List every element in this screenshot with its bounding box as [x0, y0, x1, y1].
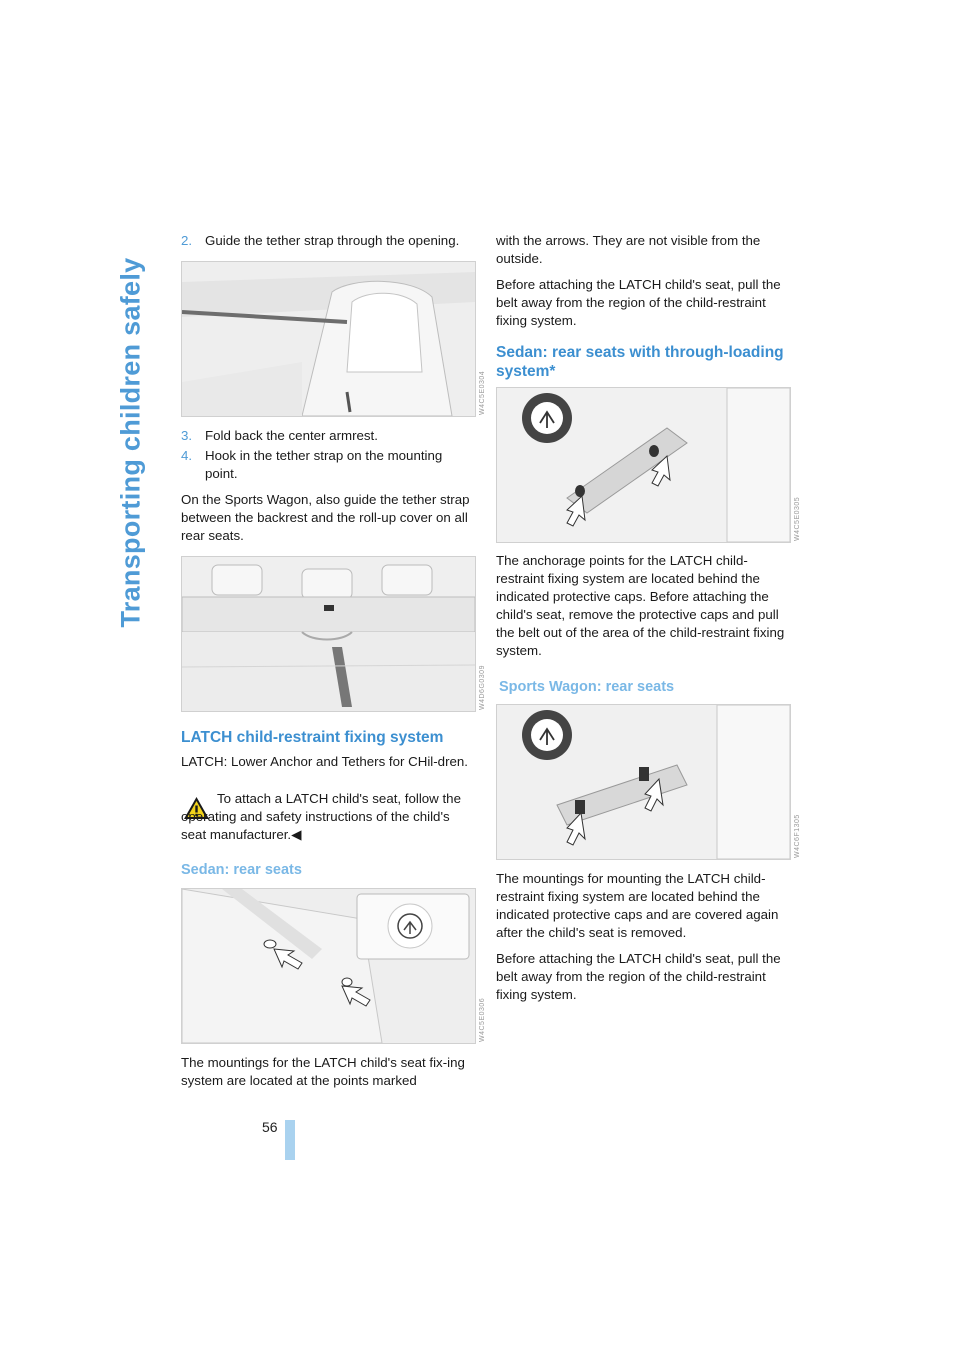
wagon-heading: Sports Wagon: rear seats	[499, 679, 675, 695]
sedan-text: The mountings for the LATCH child's seat fix-ing system are located at the points marked	[181, 1055, 465, 1088]
end-marker: ◀	[291, 827, 302, 842]
step-2	[181, 232, 477, 250]
tether-strap-illustration	[182, 262, 475, 416]
step-3	[181, 427, 477, 445]
step-text: Guide the tether strap through the opening.	[205, 233, 460, 248]
sedan-seats-figure	[181, 888, 476, 1044]
side-chapter-title: Transporting children safely	[115, 257, 146, 627]
through-loading-heading: Sedan: rear seats with through-loading system*	[496, 344, 784, 380]
left-column-steps	[181, 427, 477, 545]
tether-strap-figure	[181, 261, 476, 417]
sedan-seats-illustration	[182, 889, 475, 1043]
before-attaching-text-2: Before attaching the LATCH child's seat, pull the belt away from the region of the child-restraint fixing system.	[496, 951, 781, 1002]
figure-code: W4C5E0306	[479, 997, 486, 1042]
latch-heading: LATCH child-restraint fixing system	[181, 729, 444, 746]
page-number: 56	[262, 1119, 278, 1135]
wagon-rear-seats-figure	[496, 704, 791, 860]
step-text: Fold back the center armrest.	[205, 428, 378, 443]
anchorage-text: The anchorage points for the LATCH child-restraint fixing system are located behind the indicated protective caps. Before attaching the child's seat, remove the protective caps and pull the belt out of the area of the child-restraint fixing system.	[496, 553, 785, 658]
figure-code: W4C5E0305	[794, 496, 801, 541]
page-marker-bar	[285, 1120, 295, 1160]
latch-symbol-icon	[531, 719, 563, 751]
left-column	[181, 232, 477, 250]
latch-definition: LATCH: Lower Anchor and Tethers for CHil-dren.	[181, 754, 468, 769]
wagon-rear-seats-illustration	[497, 705, 790, 859]
before-attaching-text: Before attaching the LATCH child's seat, pull the belt away from the region of the child-restraint fixing system.	[496, 277, 781, 328]
wagon-seats-figure	[181, 556, 476, 712]
step-number: 2.	[181, 233, 193, 248]
figure-code: W4D6G0309	[479, 665, 486, 710]
through-loading-figure	[496, 387, 791, 543]
warning-text: To attach a LATCH child's seat, follow the operating and safety instructions of the child's seat manufacturer.	[181, 791, 461, 842]
figure-code: W4C5E0304	[479, 370, 486, 415]
latch-section	[181, 728, 477, 771]
step-number: 4.	[181, 448, 193, 463]
continued-text: with the arrows. They are not visible from the outside.	[496, 233, 761, 266]
right-column	[496, 232, 792, 330]
step-text: Hook in the tether strap on the mounting point.	[205, 448, 443, 481]
sedan-heading: Sedan: rear seats	[181, 862, 302, 878]
figure-code: W4C6F1305	[794, 814, 801, 858]
right-bottom-text	[496, 870, 792, 1004]
warning-block	[181, 790, 477, 844]
wagon-note: On the Sports Wagon, also guide the tether strap between the backrest and the roll-up cover on all rear seats.	[181, 492, 470, 543]
mountings-text: The mountings for mounting the LATCH child-restraint fixing system are located behind the indicated protective caps and are covered again after the child's seat is removed.	[496, 871, 779, 940]
step-4	[181, 447, 477, 483]
step-number: 3.	[181, 428, 193, 443]
latch-symbol-icon	[531, 402, 563, 434]
wagon-seats-illustration	[182, 557, 475, 711]
through-loading-illustration	[497, 388, 790, 542]
